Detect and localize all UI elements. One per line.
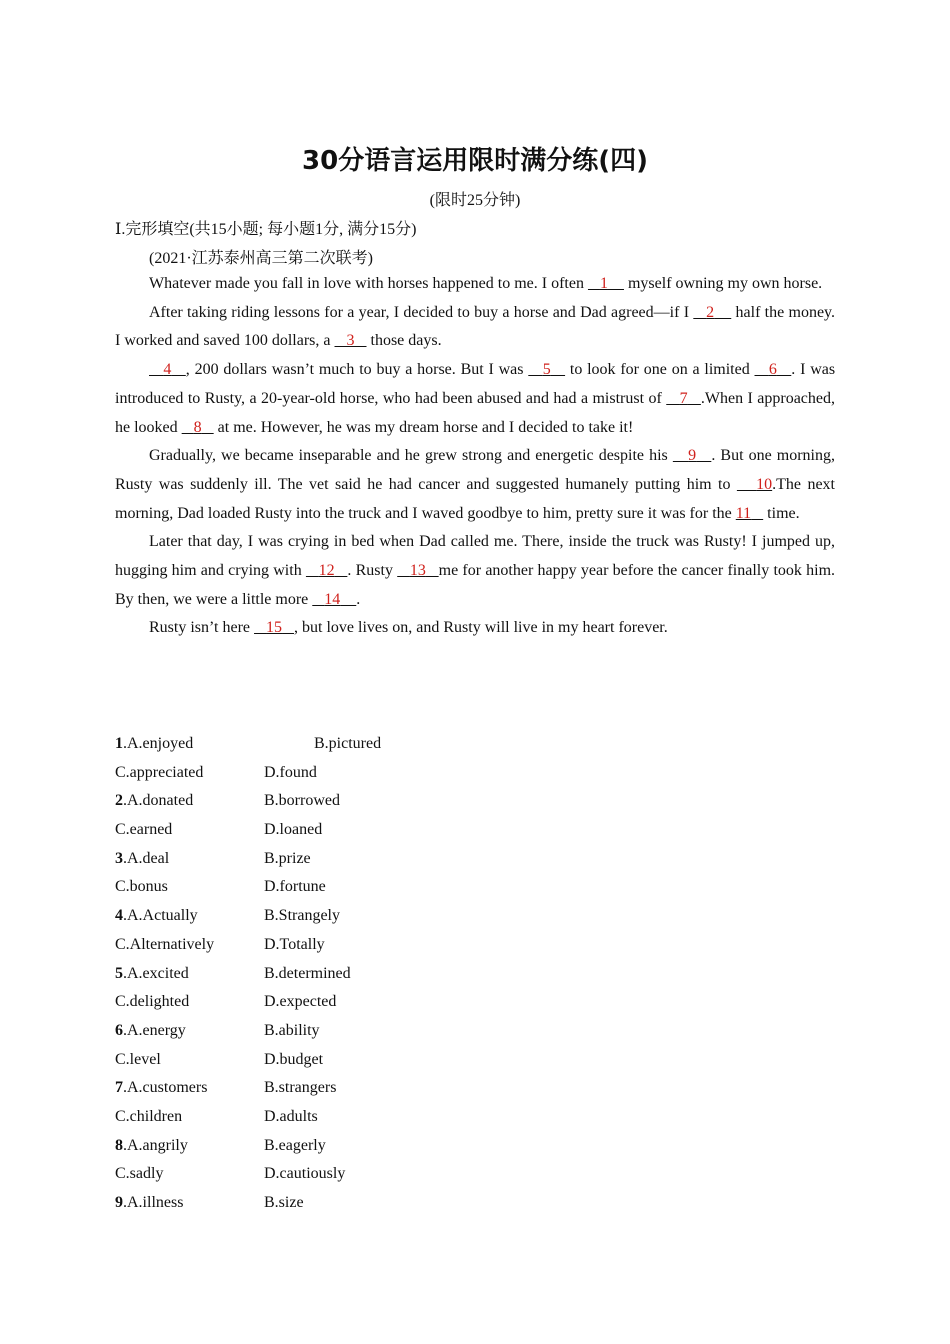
question-2-options-ab <box>115 787 835 816</box>
option-a: .A.Actually <box>123 907 198 925</box>
paragraph-1: Whatever made you fall in love with horses happened to me. I often 1 myself owning my own horse. <box>149 275 823 292</box>
option-d: D.cautiously <box>264 1165 346 1183</box>
question-4-options-ab <box>115 902 835 931</box>
paragraph-5: Later that day, I was crying in bed when Dad called me. There, inside the truck was Rusty! I jumped up, hugging him and crying with 12 . Rusty 13 me for another happy year before the cancer finally took him. By then, we were a little more 14 . <box>115 533 836 608</box>
blank-10: 10 <box>756 475 773 493</box>
question-9-options-ab <box>115 1189 835 1218</box>
question-number: 8 <box>115 1136 123 1154</box>
question-6-options-ab <box>115 1017 835 1046</box>
paragraph-2: After taking riding lessons for a year, I decided to buy a horse and Dad agreed—if I 2 half the money. I worked and saved 100 dollars, a 3 those days. <box>115 303 836 350</box>
blank-13: 13 <box>409 562 426 580</box>
option-d: D.found <box>264 763 317 781</box>
question-4-options-cd <box>115 931 835 960</box>
question-3-options-cd <box>115 873 835 902</box>
option-b: B.eagerly <box>264 1136 326 1154</box>
option-c: C.bonus <box>115 878 168 896</box>
option-c: C.delighted <box>115 993 190 1011</box>
option-a: .A.excited <box>123 964 189 982</box>
option-c: C.children <box>115 1107 183 1125</box>
option-c: C.Alternatively <box>115 935 215 953</box>
option-d: D.loaned <box>264 821 323 839</box>
question-1-options-cd <box>115 759 835 788</box>
option-d: D.Totally <box>264 935 325 953</box>
option-b: B.prize <box>264 849 311 867</box>
blank-1: 1 <box>599 275 608 292</box>
question-number: 4 <box>115 907 123 925</box>
question-8-options-cd <box>115 1160 835 1189</box>
page-title: 30分语言运用限时满分练(四) <box>302 146 648 176</box>
option-c: C.appreciated <box>115 763 204 781</box>
question-5-options-ab <box>115 960 835 989</box>
question-number: 6 <box>115 1021 123 1039</box>
paragraph-4: Gradually, we became inseparable and he grew strong and energetic despite his 9 . But one morning, Rusty was suddenly ill. The vet said he had cancer and suggested humanely putting him to 10.The next morning, Dad loaded Rusty into the truck and I waved goodbye to him, pretty sure it was for the 11 time. <box>115 447 835 522</box>
blank-3: 3 <box>346 332 355 350</box>
question-number: 9 <box>115 1194 123 1211</box>
option-d: D.expected <box>264 993 337 1011</box>
blank-15: 15 <box>266 619 283 637</box>
answer-options <box>115 730 835 1218</box>
blank-2: 2 <box>706 303 715 321</box>
option-d: D.adults <box>264 1107 318 1125</box>
blank-5: 5 <box>542 361 551 379</box>
option-b: B.strangers <box>264 1079 337 1097</box>
option-a: .A.deal <box>123 849 170 867</box>
question-1-options-ab <box>115 730 835 759</box>
option-b: B.ability <box>264 1021 320 1039</box>
blank-8: 8 <box>193 418 202 436</box>
option-c: C.sadly <box>115 1165 164 1183</box>
question-number: 1 <box>115 735 123 752</box>
question-number: 2 <box>115 792 123 810</box>
option-d: D.fortune <box>264 878 326 896</box>
option-d: D.budget <box>264 1050 324 1068</box>
option-b: B.Strangely <box>264 907 340 925</box>
time-limit: (限时25分钟) <box>429 192 521 209</box>
option-b: B.determined <box>264 964 351 982</box>
option-a: .A.illness <box>123 1194 184 1211</box>
option-b: B.pictured <box>314 735 382 752</box>
option-a: .A.enjoyed <box>123 735 194 752</box>
question-number: 3 <box>115 849 123 867</box>
question-8-options-ab <box>115 1132 835 1161</box>
option-a: .A.energy <box>123 1021 186 1039</box>
option-a: .A.angrily <box>123 1136 188 1154</box>
section-heading: Ⅰ.完形填空(共15小题; 每小题1分, 满分15分) <box>115 221 417 238</box>
question-7-options-ab <box>115 1074 835 1103</box>
passage-source: (2021·江苏泰州高三第二次联考) <box>149 250 373 267</box>
option-a: .A.customers <box>123 1079 208 1097</box>
option-a: .A.donated <box>123 792 194 810</box>
option-b: B.borrowed <box>264 792 340 810</box>
question-6-options-cd <box>115 1046 835 1075</box>
question-number: 7 <box>115 1079 123 1097</box>
question-5-options-cd <box>115 988 835 1017</box>
blank-6: 6 <box>768 361 777 379</box>
blank-12: 12 <box>318 562 335 580</box>
question-2-options-cd <box>115 816 835 845</box>
question-number: 5 <box>115 964 123 982</box>
paragraph-6: Rusty isn’t here 15 , but love lives on, and Rusty will live in my heart forever. <box>149 619 668 637</box>
blank-4: 4 <box>163 361 172 379</box>
question-7-options-cd <box>115 1103 835 1132</box>
question-3-options-ab <box>115 845 835 874</box>
paragraph-3: 4 , 200 dollars wasn’t much to buy a horse. But I was 5 to look for one on a limited 6 . I was introduced to Rusty, a 20-year-old horse, who had been abused and had a mistrust of 7 .When I approached, he looked 8 at me. However, he was my dream horse and I decided to take it! <box>115 361 836 436</box>
option-c: C.level <box>115 1050 161 1068</box>
blank-7: 7 <box>679 389 688 407</box>
option-c: C.earned <box>115 821 173 839</box>
blank-14: 14 <box>324 590 341 608</box>
option-b: B.size <box>264 1194 304 1211</box>
blank-9: 9 <box>688 447 697 465</box>
cloze-passage <box>115 270 835 643</box>
blank-11: 11 <box>735 504 752 522</box>
